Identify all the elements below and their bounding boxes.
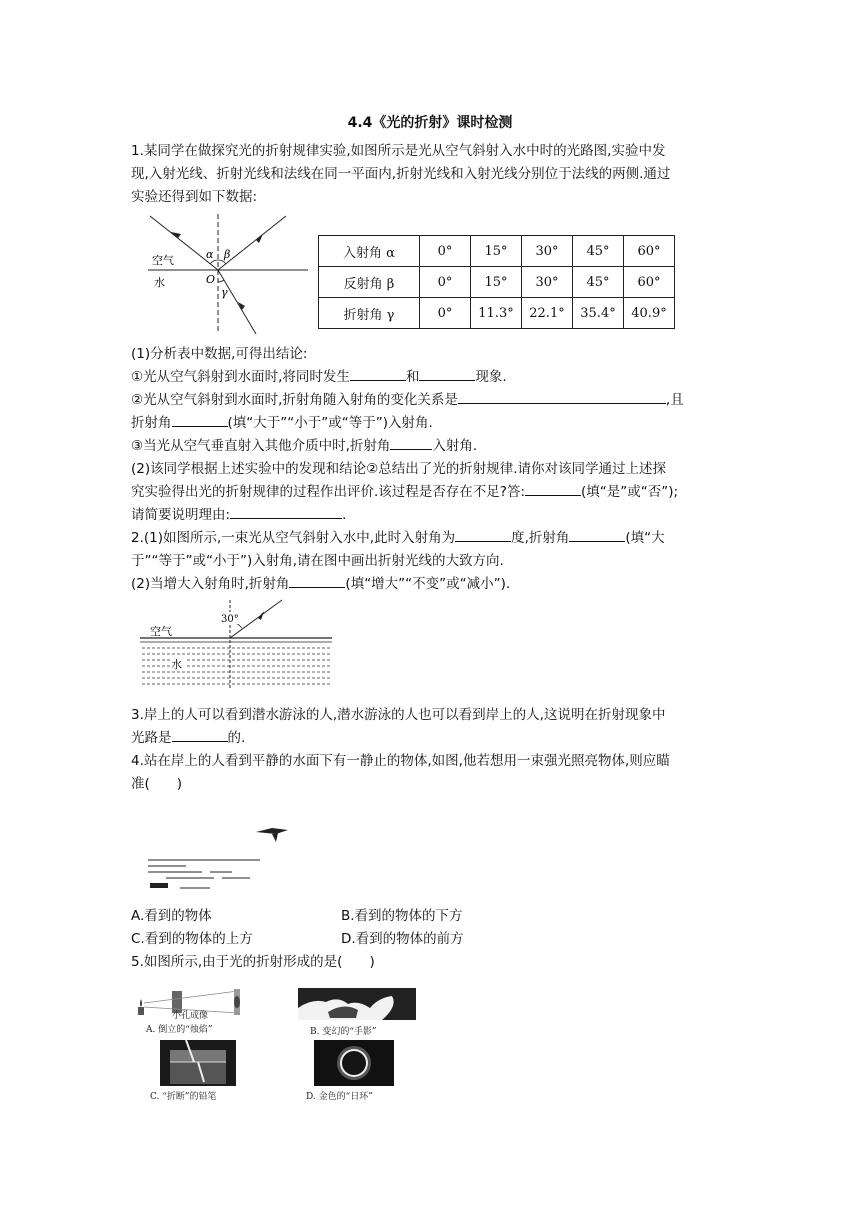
q5-figure-c-broken-pencil[interactable]	[160, 1040, 236, 1086]
table-row	[319, 267, 675, 298]
table-cell: 11.3°	[471, 298, 522, 329]
q5-caption-c: C. “折断”的铅笔	[150, 1092, 217, 1102]
text: ,且	[665, 392, 684, 408]
q5-line1: 5.如图所示,由于光的折射形成的是( )	[131, 954, 375, 970]
q2-fig-angle-label: 30°	[221, 614, 239, 625]
answer-blank[interactable]	[390, 435, 432, 450]
text: 度,折射角	[511, 530, 570, 546]
q4-line2: 准( )	[131, 776, 183, 792]
q1-stem-line2: 现,入射光线、折射光线和法线在同一平面内,折射光线和入射光线分别位于法线的两侧.通过	[131, 166, 671, 182]
q1-part2-line1: (2)该同学根据上述实验中的发现和结论②总结出了光的折射规律.请你对该同学通过上述探	[131, 461, 667, 477]
submerged-object	[150, 883, 168, 888]
table-cell: 35.4°	[573, 298, 624, 329]
text: 2.(1)如图所示,一束光从空气斜射入水中,此时入射角为	[131, 530, 456, 546]
q2-fig-water-label: 水	[171, 658, 182, 671]
q1-stem-line3: 实验还得到如下数据:	[131, 189, 258, 205]
text: 和	[405, 369, 420, 385]
q4-water-object-diagram	[140, 820, 300, 892]
q5-caption-d: D. 金色的“日环”	[306, 1092, 373, 1102]
answer-blank[interactable]	[455, 527, 511, 542]
q5-caption-b: B. 变幻的“手影”	[310, 1027, 377, 1037]
q2-line1	[131, 527, 665, 549]
table-cell: 45°	[573, 267, 624, 298]
text: 折射角	[131, 415, 172, 431]
table-cell: 折射角 γ	[319, 298, 420, 329]
q1-fig-gamma: γ	[221, 286, 228, 299]
text: 究实验得出光的折射规律的过程作出评价.该过程是否存在不足?答:	[131, 484, 526, 500]
text: (填“大	[625, 530, 665, 546]
text: 光路是	[131, 730, 172, 746]
table-cell: 入射角 α	[319, 236, 420, 267]
q4-option-c[interactable]: C.看到的物体的上方	[131, 931, 253, 947]
q5-figure-d-annular-eclipse[interactable]	[314, 1040, 394, 1086]
answer-blank[interactable]	[419, 366, 475, 381]
text: 现象.	[475, 369, 507, 385]
text: (填“增大”“不变”或“减小”).	[345, 576, 511, 592]
q1-part1-heading: (1)分析表中数据,可得出结论:	[131, 346, 308, 362]
table-cell: 45°	[573, 236, 624, 267]
text: (2)当增大入射角时,折射角	[131, 576, 290, 592]
q2-incident-ray-diagram[interactable]	[140, 598, 340, 690]
text: ③当光从空气垂直射入其他介质中时,折射角	[131, 438, 391, 454]
q5-figure-b-hand-shadow[interactable]	[298, 988, 416, 1020]
text: .	[342, 507, 347, 523]
q4-option-d[interactable]: D.看到的物体的前方	[341, 931, 464, 947]
table-cell: 60°	[624, 267, 675, 298]
table-cell: 反射角 β	[319, 267, 420, 298]
table-cell: 40.9°	[624, 298, 675, 329]
q2-fig-air-label: 空气	[150, 625, 172, 638]
answer-blank[interactable]	[172, 412, 228, 427]
table-row	[319, 298, 675, 329]
table-cell: 15°	[471, 236, 522, 267]
q5-figure-a-label: 小孔成像	[172, 1011, 209, 1021]
answer-blank[interactable]	[525, 481, 581, 496]
page-title: 4.4《光的折射》课时检测	[347, 115, 513, 131]
q2-line2: 于”“等于”或“小于”)入射角,请在图中画出折射光线的大致方向.	[131, 553, 504, 569]
text: ①光从空气斜射到水面时,将同时发生	[131, 369, 350, 385]
q1-part1-d	[131, 435, 477, 457]
table-cell: 22.1°	[522, 298, 573, 329]
table-cell: 0°	[420, 298, 471, 329]
table-cell: 60°	[624, 236, 675, 267]
answer-blank[interactable]	[350, 366, 406, 381]
answer-blank[interactable]	[289, 573, 345, 588]
q1-fig-alpha: α	[206, 248, 214, 261]
text: (填“大于”“小于”或“等于”)入射角.	[227, 415, 433, 431]
q2-line3	[131, 573, 510, 595]
table-cell: 0°	[420, 236, 471, 267]
q1-part2-line3	[131, 504, 346, 526]
text: (填“是”或“否”);	[581, 484, 679, 500]
text: ②光从空气斜射到水面时,折射角随入射角的变化关系是	[131, 392, 458, 408]
answer-blank[interactable]	[172, 727, 228, 742]
q1-part2-line2	[131, 481, 678, 503]
answer-blank[interactable]	[569, 527, 625, 542]
q1-refraction-diagram	[142, 212, 312, 337]
q3-line1: 3.岸上的人可以看到潜水游泳的人,潜水游泳的人也可以看到岸上的人,这说明在折射现象中	[131, 707, 666, 723]
text: 的.	[227, 730, 246, 746]
eye-icon	[256, 828, 288, 834]
q1-stem-line1: 1.某同学在做探究光的折射规律实验,如图所示是光从空气斜射入水中时的光路图,实验中发	[131, 143, 666, 159]
q1-fig-water-label: 水	[154, 276, 165, 289]
q5-caption-a: A. 倒立的“烛焰”	[146, 1025, 213, 1035]
q1-fig-origin: O	[206, 273, 216, 286]
answer-blank[interactable]	[458, 389, 666, 404]
table-cell: 15°	[471, 267, 522, 298]
q1-fig-air-label: 空气	[152, 254, 174, 267]
table-cell: 30°	[522, 236, 573, 267]
q1-part1-c	[131, 412, 433, 434]
q1-fig-beta: β	[224, 248, 231, 261]
q4-option-b[interactable]: B.看到的物体的下方	[341, 908, 463, 924]
q4-line1: 4.站在岸上的人看到平静的水面下有一静止的物体,如图,他若想用一束强光照亮物体,则应瞄	[131, 753, 670, 769]
answer-blank[interactable]	[230, 504, 342, 519]
table-cell: 30°	[522, 267, 573, 298]
q1-part1-b	[131, 389, 684, 411]
table-cell: 0°	[420, 267, 471, 298]
q3-line2	[131, 727, 245, 749]
text: 入射角.	[432, 438, 478, 454]
text: 请简要说明理由:	[131, 507, 231, 523]
q1-part1-a	[131, 366, 507, 388]
table-row	[319, 236, 675, 267]
q1-angle-table	[318, 235, 675, 329]
q4-option-a[interactable]: A.看到的物体	[131, 908, 212, 924]
